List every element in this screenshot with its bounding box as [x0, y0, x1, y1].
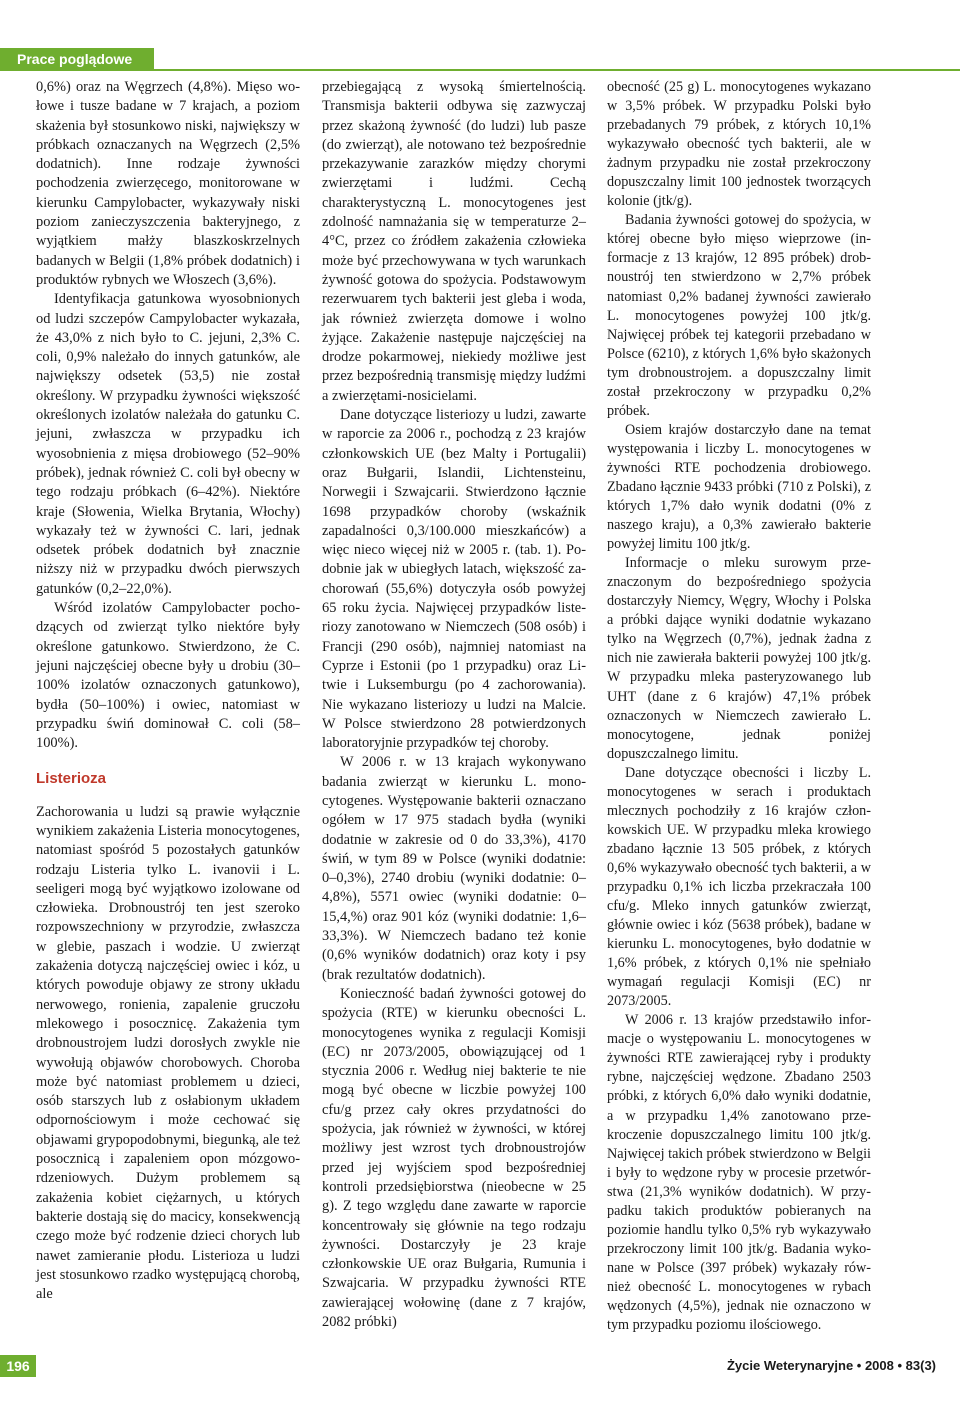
- text-column-3: [607, 78, 871, 1335]
- paragraph: Konieczność badań żywności gotowej do spożycia (RTE) w kierunku obecności L. monocytogenes wynika z regulacji Komisji (EC) nr 2073/2005, obowiązującej od 1 stycznia 2006 r. Według niej bakterie te nie mogą być obecne w liczbie powyżej 100 cfu/g przez cały okres przydatności do spożycia, jak również w żywności, w której możliwy jest wzrost tych drobnoustrojów przed jej wyjściem spod bezpośredniej kontroli przedsiębiorstwa (nieobecne w 25 g). Z tego względu dane zawarte w raporcie koncentrowały się głównie na tego rodzaju żywności. Dostarczyły je 23 kraje członkowskie UE oraz Bułgaria, Rumunia i Szwajcaria. W przypadku żywności RTE zawierającej wołowinę (dane z 7 krajów, 2082 próbki): [322, 985, 586, 1330]
- text-column-2: [322, 78, 586, 1332]
- paragraph: W 2006 r. 13 krajów przedstawiło informacje o występowaniu L. monocytogenes w żywności RTE zawierającej ryby i produkty rybne, najczęściej wędzone. Zbadano 2503 próbki, z których 6,0% dało wyniki dodatnie, a w przypadku 1,4% zanotowano przekroczenie dopuszczalnego limitu 100 jtk/g. Najwięcej takich próbek stwierdzono w Belgii i były to wędzone ryby w procesie przetwórstwa (21,3% wyników dodatnich). W przypadku takich produktów pobieranych na poziomie handlu tylko 0,5% ryb wykazywało przekroczony limit 100 jtk/g. Badania wykonane w Polsce (397 próbek) wykazały również obecność L. monocytogenes w rybach wędzonych (4,5%), jednak nie oznaczono w tym przypadku poziomu ilościowego.: [607, 1012, 871, 1334]
- paragraph: Informacje o mleku surowym przeznaczonym do bezpośredniego spożycia dostarczyły Niemcy, Węgry, Włochy i Polska a próbki dające wyniki dodatnie wykazano tylko na Węgrzech (0,7%), jednak żadna z nich nie zawierała bakterii powyżej 100 jtk/g. W przypadku mleka pasteryzowanego lub UHT (dane z 6 krajów) 47,1% próbek oznaczonych w Niemczech zawierało L. monocytogene, jednak poniżej dopuszczalnego limitu.: [607, 555, 871, 762]
- text-column-1: [36, 78, 300, 1304]
- paragraph: obecność (25 g) L. monocytogenes wykazano w 3,5% próbek. W przypadku Polski było przebadanych 79 próbek, z których 10,1% wykazywało obecność tych bakterii, ale w żadnym przypadku nie został przekroczony dopuszczalny limit 100 jednostek tworzących kolonie (jtk/g).: [607, 79, 871, 210]
- paragraph: Osiem krajów dostarczyło dane na temat występowania i liczby L. monocytogenes w żywności RTE pochodzenia drobiowego. Zbadano łącznie 9433 próbki (710 z Polski), z których 1,7% dało wynik dodatni (0% z naszego kraju), a 0,3% zawierało bakterie powyżej limitu 100 jtk/g.: [607, 421, 871, 553]
- header-rule: [0, 69, 960, 71]
- paragraph: Badania żywności gotowej do spożycia, w której obecne było mięso wieprzowe (informacje z 13 krajów, 12 895 próbek) drobnoustrój ten stwierdzono w 2,7% próbek natomiast 0,2% badanej żywności zawierało L. monocytogenes powyżej 100 jtk/g. Najwięcej próbek tej kategorii przebadano w Polsce (6210), z których 1,6% było skażonych tym drobnoustrojem. a dopuszczalny limit został przekroczony w przypadku 0,2% próbek.: [607, 212, 871, 419]
- paragraph: Zachorowania u ludzi są prawie wyłącznie wynikiem zakażenia Listeria monocytogenes, natomiast spośród 5 pozostałych gatunków rodzaju Listeria tylko L. ivanovii i L. seeligeri mogą być wyjątkowo izolowane od człowieka. Drobnoustrój ten jest szeroko rozpowszechniony w przyrodzie, zwłaszcza w glebie, paszach i wodzie. U zwierząt zakażenia dotyczą najczęściej owiec i kóz, u których powoduje objawy ze strony układu nerwowego, ronienia, zapalenie gruczołu mlekowego i posocznicę. Zakażenia tym drobnoustrojem ludzi dorosłych zwykle nie wywołują objawów chorobowych. Choroba może być natomiast problemem u dzieci, osób starszych lub z osłabionym układem odpornościowym i może cechować się objawami grypopodobnymi, biegunką, ale też posocznicą i zapaleniem opon mózgowo-rdzeniowych. Dużym problemem są zakażenia kobiet ciężarnych, u których bakterie dostają się do macicy, konsekwencją czego może być rodzenie dzieci chorych lub nawet zamieranie płodu. Listerioza u ludzi jest stosunkowo rzadko występującą chorobą, ale: [36, 803, 300, 1303]
- section-label: Prace poglądowe: [0, 48, 154, 70]
- paragraph: Identyfikacja gatunkowa wyosobnionych od ludzi szczepów Campylobacter wykazała, że 43,0% z nich było to C. jejuni, 2,3% C. coli, 0,9% należało do innych gatunków, ale największy odsetek (53,5) nie został określony. W przypadku żywności większość określonych izolatów należała do gatunku C. jejuni, zwłaszcza w przypadku ich wyosobnienia z mięsa drobiowego (52–90% próbek), jednak również C. coli był obecny w tego rodzaju próbkach (6–42%). Niektóre kraje (Słowenia, Wielka Brytania, Włochy) wykazały też w żywności C. lari, jednak odsetek próbek dodatnich był znacznie niższy niż w przypadku dwóch pierwszych gatunków (0,2–22,0%).: [36, 291, 300, 597]
- page-number: 196: [0, 1355, 36, 1377]
- journal-footer: Życie Weterynaryjne • 2008 • 83(3): [726, 1358, 936, 1373]
- section-heading: Listerioza: [36, 770, 107, 788]
- paragraph: 0,6%) oraz na Węgrzech (4,8%). Mięso wołowe i tusze badane w 7 krajach, a poziom skażenia był stosunkowo niski, największy w próbkach oznaczanych na Węgrzech (2,5% dodatnich). Inne rodzaje żywności pochodzenia zwierzęcego, monitorowane w kierunku Campylobacter, wykazywały niski poziom zanieczyszczenia bakteryjnego, z wyjątkiem małży blaszkoskrzelnych badanych w Belgii (1,8% próbek dodatnich) i produktów rybnych we Włoszech (3,6%).: [36, 79, 300, 288]
- paragraph: Wśród izolatów Campylobacter pochodzących od zwierząt tylko niektóre były określone gatunkowo. Stwierdzono, że C. jejuni najczęściej obecne były u drobiu (30–100% izolatów oznaczonych gatunkowo), bydła (50–100%) i owiec, natomiast w przypadku świń dominował C. coli (58–100%).: [36, 600, 300, 752]
- paragraph: przebiegającą z wysoką śmiertelnością. Transmisja bakterii odbywa się zazwyczaj przez skażoną żywność (do ludzi) lub pasze (do zwierząt), ale notowano też bezpośrednie przekazywanie zarazków między chorymi zwierzętami i ludźmi. Cechą charakterystyczną L. monocytogenes jest zdolność namnażania się w temperaturze 2–4°C, przez co źródłem zakażenia człowieka może być przechowywana w tych warunkach żywność gotowa do spożycia. Podstawowym rezerwuarem tych bakterii jest gleba i woda, jak również zwierzęta domowe i wolno żyjące. Zakażenie następuje najczęściej na drodze pokarmowej, niekiedy możliwe jest przez bezpośrednią transmisję między ludźmi a zwierzętami-nosicielami.: [322, 79, 586, 404]
- paragraph: W 2006 r. w 13 krajach wykonywano badania zwierząt w kierunku L. monocytogenes. Występowanie bakterii oznaczano ogółem w 17 975 stadach bydła (wyniki dodatnie w zakresie od 0 do 33,3%), 4170 świń, w tym 89 w Polsce (wyniki dodatnie: 0–0,3%), 2740 drobiu (wyniki dodatnie: 0–4,8%), 5571 owiec (wyniki dodatnie: 0–15,4,%) oraz 901 kóz (wyniki dodatnie: 1,6–33,3%). W Niemczech badano też konie (0,6% wyników dodatnich) oraz koty i psy (brak rezultatów dodatnich).: [322, 754, 586, 983]
- paragraph: Dane dotyczące obecności i liczby L. monocytogenes w serach i produktach mlecznych pochodziły z 16 krajów członkowskich UE. W przypadku mleka krowiego zbadano łącznie 13 505 próbek, z których 0,6% wykazywało obecność tych bakterii, a w przypadku 0,1% ich liczba przekraczała 100 cfu/g. Mleko innych gatunków zwierząt, głównie owiec i kóz (5638 próbek), badane w kierunku L. monocytogenes, było dodatnie w 1,6% próbek, z których 0,1% nie spełniało wymagań regulacji Komisji (EC) nr 2073/2005.: [607, 764, 871, 1010]
- paragraph: Dane dotyczące listeriozy u ludzi, zawarte w raporcie za 2006 r., pochodzą z 23 krajów członkowskich UE (bez Malty i Portugalii) oraz Bułgarii, Islandii, Lichtensteinu, Norwegii i Szwajcarii. Stwierdzono łącznie 1698 przypadków choroby (wskaźnik zapadalności 0,3/100.000 mieszkańców) a więc nieco więcej niż w 2005 r. (tab. 1). Podobnie jak w ubiegłych latach, większość zachorowań (55,6%) dotyczyła osób powyżej 65 roku życia. Najwięcej przypadków listeriozy zanotowano w Niemczech (508 osób) i Francji (290 osób), najmniej natomiast na Cyprze i Estonii (po 1 przypadku) oraz Litwie i Luksemburgu (po 4 zachorowania). Nie wykazano listeriozy u ludzi na Malcie. W Polsce stwierdzono 28 potwierdzonych laboratoryjnie przypadków tej choroby.: [322, 407, 586, 752]
